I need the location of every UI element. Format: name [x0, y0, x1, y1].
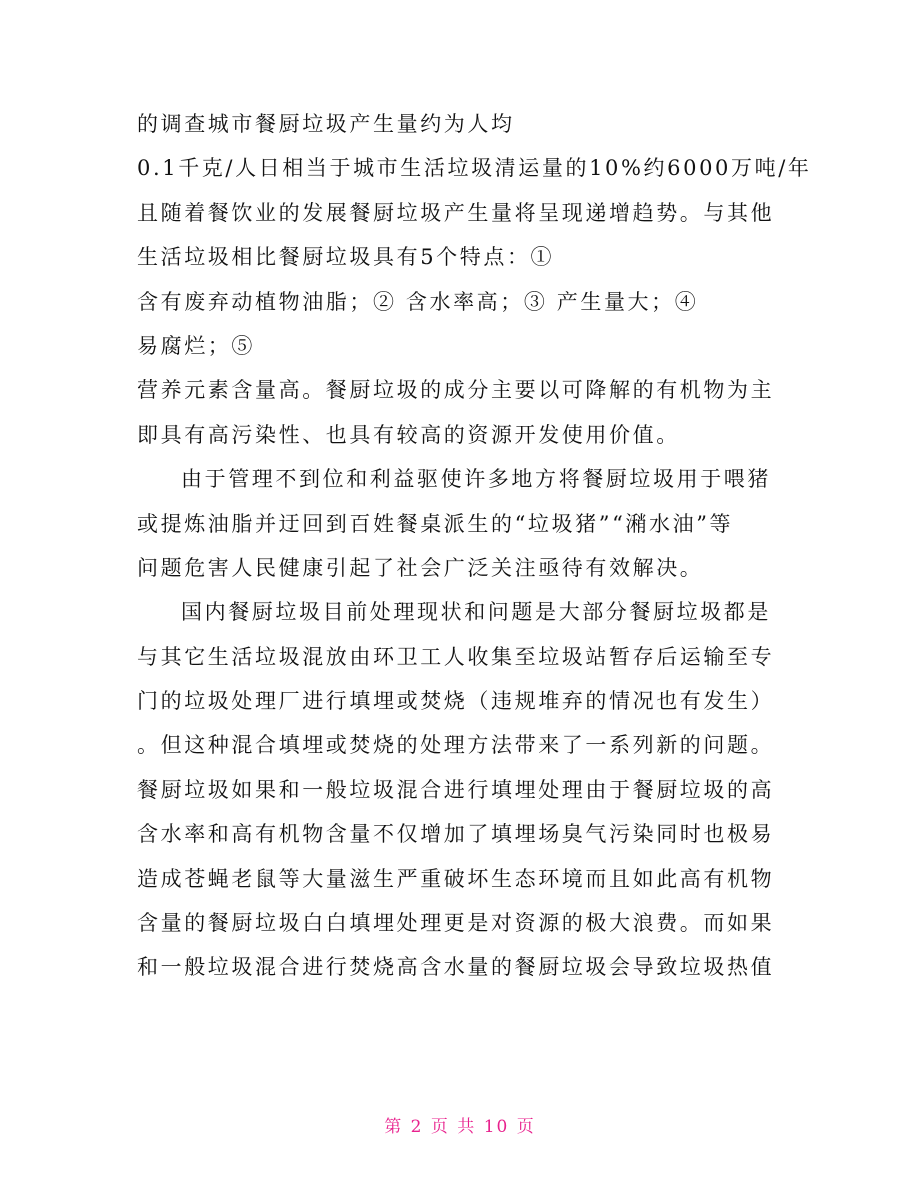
text-line: 国内餐厨垃圾目前处理现状和问题是大部分餐厨垃圾都是 — [181, 600, 771, 625]
text-line: 与其它生活垃圾混放由环卫工人收集至垃圾站暂存后运输至专 — [137, 644, 775, 669]
text-line: 餐厨垃圾如果和一般垃圾混合进行填埋处理由于餐厨垃圾的高 — [137, 777, 775, 802]
document-body — [137, 102, 812, 990]
text-line: 由于管理不到位和利益驱使许多地方将餐厨垃圾用于喂猪 — [181, 467, 771, 492]
text-line: 和一般垃圾混合进行焚烧高含水量的餐厨垃圾会导致垃圾热值 — [137, 955, 775, 980]
text-line: 生活垃圾相比餐厨垃圾具有5个特点：① — [137, 245, 555, 270]
text-line: 的调查城市餐厨垃圾产生量约为人均 — [137, 112, 515, 136]
text-line: 造成苍蝇老鼠等大量滋生严重破坏生态环境而且如此高有机物 — [137, 866, 775, 891]
text-line: 问题危害人民健康引起了社会广泛关注亟待有效解决。 — [137, 555, 704, 580]
page-number-footer: 第 2 页 共 10 页 — [384, 1117, 536, 1137]
text-line: 易腐烂；⑤ — [137, 333, 255, 358]
text-line: 0.1千克/人日相当于城市生活垃圾清运量的10%约6000万吨/年 — [137, 156, 812, 181]
text-line: 营养元素含量高。餐厨垃圾的成分主要以可降解的有机物为主 — [137, 378, 775, 403]
text-line: 即具有高污染性、也具有较高的资源开发使用价值。 — [137, 422, 680, 447]
text-line: 且随着餐饮业的发展餐厨垃圾产生量将呈现递增趋势。与其他 — [137, 200, 775, 225]
text-line: 门的垃圾处理厂进行填埋或焚烧（违规堆弃的情况也有发生） — [137, 689, 775, 714]
text-line: 含量的餐厨垃圾白白填埋处理更是对资源的极大浪费。而如果 — [137, 911, 775, 936]
text-line: 或提炼油脂并迂回到百姓餐桌派生的“垃圾猪”“潲水油”等 — [137, 511, 734, 536]
text-line: 。但这种混合填埋或焚烧的处理方法带来了一系列新的问题。 — [137, 733, 775, 758]
text-line: 含有废弃动植物油脂；② 含水率高；③ 产生量大；④ — [137, 289, 699, 314]
text-line: 含水率和高有机物含量不仅增加了填埋场臭气污染同时也极易 — [137, 822, 775, 847]
